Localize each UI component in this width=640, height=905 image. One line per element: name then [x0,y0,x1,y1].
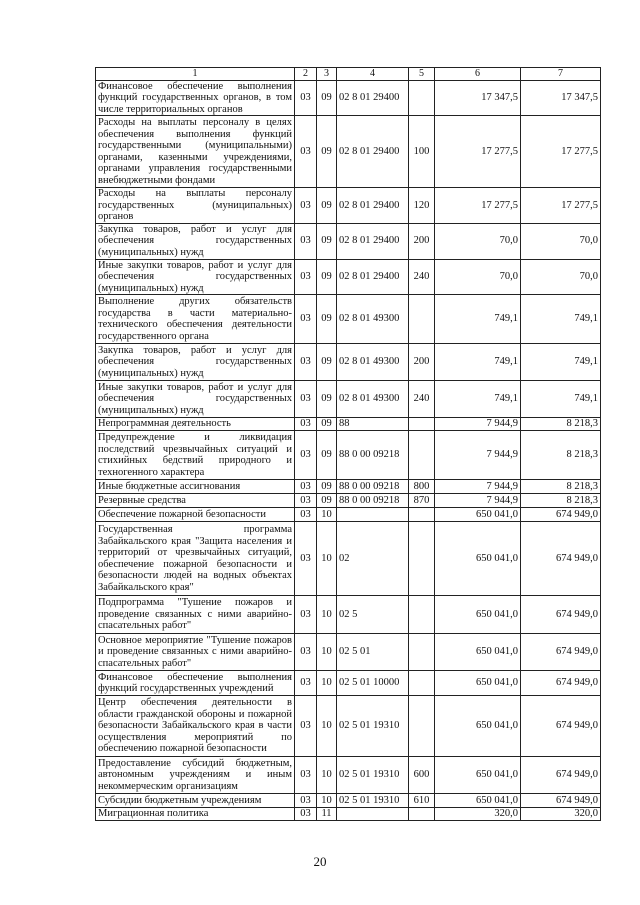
row-target-article: 02 8 01 29400 [337,259,409,295]
row-section: 03 [295,295,317,344]
table-header-row [96,68,601,81]
row-section: 03 [295,480,317,494]
row-name: Миграционная политика [96,808,295,821]
row-target-article: 88 0 00 09218 [337,480,409,494]
row-amount-1: 749,1 [435,344,521,381]
row-section: 03 [295,634,317,671]
row-amount-2: 320,0 [521,808,601,821]
row-subsection: 10 [317,522,337,596]
row-amount-1: 650 041,0 [435,596,521,634]
row-amount-2: 17 347,5 [521,80,601,116]
row-subsection: 10 [317,634,337,671]
table-row [96,757,601,794]
row-section: 03 [295,223,317,259]
header-col-3: 3 [317,68,337,81]
row-subsection: 09 [317,480,337,494]
row-amount-2: 70,0 [521,259,601,295]
row-name: Закупка товаров, работ и услуг для обеспечения государственных (муниципальных) нужд [96,223,295,259]
row-target-article: 02 8 01 29400 [337,116,409,188]
row-amount-1: 70,0 [435,259,521,295]
row-name: Расходы на выплаты персоналу в целях обеспечения выполнения функций государственными (муниципальными) органами, казенными учреждениями, органами управления государственными внебюджетными фондами [96,116,295,188]
row-amount-2: 674 949,0 [521,757,601,794]
row-target-article: 02 [337,522,409,596]
row-section: 03 [295,508,317,522]
row-amount-2: 17 277,5 [521,116,601,188]
row-amount-2: 749,1 [521,381,601,418]
row-section: 03 [295,116,317,188]
row-section: 03 [295,596,317,634]
row-section: 03 [295,418,317,431]
row-target-article: 88 0 00 09218 [337,494,409,508]
row-expense-type [409,508,435,522]
header-col-6: 6 [435,68,521,81]
row-amount-1: 7 944,9 [435,494,521,508]
row-amount-1: 650 041,0 [435,508,521,522]
row-expense-type [409,522,435,596]
row-expense-type [409,596,435,634]
row-target-article: 02 5 01 19310 [337,794,409,808]
row-section: 03 [295,671,317,696]
table-row [96,522,601,596]
row-amount-2: 674 949,0 [521,671,601,696]
row-expense-type: 240 [409,259,435,295]
row-target-article: 02 8 01 49300 [337,381,409,418]
row-name: Предоставление субсидий бюджетным, автономным учреждениям и иным некоммерческим организациям [96,757,295,794]
row-amount-2: 674 949,0 [521,696,601,757]
row-subsection: 09 [317,188,337,224]
row-amount-1: 70,0 [435,223,521,259]
row-target-article: 88 [337,418,409,431]
row-subsection: 10 [317,696,337,757]
row-section: 03 [295,757,317,794]
row-name: Основное мероприятие "Тушение пожаров и проведение связанных с ними аварийно-спасательных работ" [96,634,295,671]
row-amount-2: 8 218,3 [521,480,601,494]
row-expense-type: 200 [409,223,435,259]
row-name: Подпрограмма "Тушение пожаров и проведение связанных с ними аварийно-спасательных работ" [96,596,295,634]
row-subsection: 09 [317,223,337,259]
row-expense-type: 600 [409,757,435,794]
row-name: Государственная программа Забайкальского края "Защита населения и территорий от чрезвычайных ситуаций, обеспечение пожарной безопасности и безопасности людей на водных объектах Забайкальского края" [96,522,295,596]
row-section: 03 [295,794,317,808]
row-subsection: 10 [317,671,337,696]
row-name: Выполнение других обязательств государства в части материально-технического обеспечения деятельности государственного органа [96,295,295,344]
row-name: Иные закупки товаров, работ и услуг для обеспечения государственных (муниципальных) нужд [96,259,295,295]
row-expense-type: 120 [409,188,435,224]
row-target-article: 02 5 01 19310 [337,696,409,757]
row-name: Финансовое обеспечение выполнения функций государственных учреждений [96,671,295,696]
header-col-5: 5 [409,68,435,81]
table-row [96,508,601,522]
row-target-article: 02 8 01 49300 [337,344,409,381]
row-amount-1: 650 041,0 [435,696,521,757]
row-section: 03 [295,381,317,418]
row-target-article: 88 0 00 09218 [337,431,409,480]
table-row [96,223,601,259]
row-expense-type [409,418,435,431]
table-row [96,596,601,634]
row-name: Иные бюджетные ассигнования [96,480,295,494]
row-amount-1: 17 277,5 [435,188,521,224]
table-row [96,259,601,295]
budget-table [95,67,601,821]
header-col-1: 1 [96,68,295,81]
row-amount-2: 674 949,0 [521,522,601,596]
row-name: Предупреждение и ликвидация последствий чрезвычайных ситуаций и стихийных бедствий природного и техногенного характера [96,431,295,480]
row-expense-type: 240 [409,381,435,418]
row-target-article: 02 5 [337,596,409,634]
row-name: Субсидии бюджетным учреждениям [96,794,295,808]
row-name: Центр обеспечения деятельности в области гражданской обороны и пожарной безопасности Забайкальского края в части осуществления мероприятий по обеспечению пожарной безопасности [96,696,295,757]
row-section: 03 [295,696,317,757]
row-amount-2: 674 949,0 [521,596,601,634]
row-target-article: 02 8 01 49300 [337,295,409,344]
row-amount-2: 674 949,0 [521,634,601,671]
row-section: 03 [295,344,317,381]
row-subsection: 10 [317,508,337,522]
row-amount-2: 17 277,5 [521,188,601,224]
row-subsection: 11 [317,808,337,821]
table-row [96,431,601,480]
row-name: Обеспечение пожарной безопасности [96,508,295,522]
row-amount-2: 674 949,0 [521,508,601,522]
row-name: Расходы на выплаты персоналу государственных (муниципальных) органов [96,188,295,224]
row-amount-2: 70,0 [521,223,601,259]
row-amount-2: 749,1 [521,295,601,344]
row-amount-1: 749,1 [435,381,521,418]
table-row [96,381,601,418]
row-name: Закупка товаров, работ и услуг для обеспечения государственных (муниципальных) нужд [96,344,295,381]
table-row [96,794,601,808]
row-amount-2: 8 218,3 [521,494,601,508]
row-expense-type [409,295,435,344]
row-expense-type: 200 [409,344,435,381]
table-row [96,116,601,188]
row-subsection: 09 [317,295,337,344]
row-target-article: 02 8 01 29400 [337,80,409,116]
table-row [96,188,601,224]
row-subsection: 09 [317,259,337,295]
row-amount-1: 650 041,0 [435,757,521,794]
row-expense-type: 100 [409,116,435,188]
table-row [96,418,601,431]
row-section: 03 [295,188,317,224]
row-name: Иные закупки товаров, работ и услуг для обеспечения государственных (муниципальных) нужд [96,381,295,418]
row-expense-type [409,696,435,757]
row-subsection: 09 [317,381,337,418]
row-amount-1: 17 347,5 [435,80,521,116]
row-amount-1: 749,1 [435,295,521,344]
row-name: Финансовое обеспечение выполнения функций государственных органов, в том числе территориальных органов [96,80,295,116]
table-row [96,808,601,821]
row-section: 03 [295,808,317,821]
row-target-article: 02 5 01 10000 [337,671,409,696]
row-expense-type [409,634,435,671]
row-amount-1: 7 944,9 [435,480,521,494]
row-subsection: 10 [317,794,337,808]
row-amount-1: 650 041,0 [435,794,521,808]
row-subsection: 09 [317,344,337,381]
row-target-article: 02 5 01 19310 [337,757,409,794]
row-subsection: 09 [317,431,337,480]
row-subsection: 10 [317,596,337,634]
row-amount-1: 650 041,0 [435,522,521,596]
row-section: 03 [295,80,317,116]
row-amount-1: 7 944,9 [435,431,521,480]
table-row [96,295,601,344]
row-target-article: 02 8 01 29400 [337,188,409,224]
row-target-article: 02 5 01 [337,634,409,671]
row-amount-2: 8 218,3 [521,418,601,431]
header-col-2: 2 [295,68,317,81]
row-subsection: 09 [317,494,337,508]
row-amount-1: 7 944,9 [435,418,521,431]
row-subsection: 09 [317,116,337,188]
row-amount-2: 674 949,0 [521,794,601,808]
page-number: 20 [313,854,327,869]
row-amount-2: 749,1 [521,344,601,381]
header-col-4: 4 [337,68,409,81]
row-target-article: 02 8 01 29400 [337,223,409,259]
table-row [96,671,601,696]
row-expense-type: 870 [409,494,435,508]
row-section: 03 [295,522,317,596]
row-target-article [337,508,409,522]
row-section: 03 [295,431,317,480]
row-expense-type [409,808,435,821]
row-amount-2: 8 218,3 [521,431,601,480]
row-expense-type [409,431,435,480]
row-subsection: 10 [317,757,337,794]
row-expense-type: 610 [409,794,435,808]
table-row [96,480,601,494]
row-amount-1: 650 041,0 [435,671,521,696]
row-subsection: 09 [317,418,337,431]
row-amount-1: 320,0 [435,808,521,821]
row-expense-type: 800 [409,480,435,494]
table-row [96,634,601,671]
row-name: Непрограммная деятельность [96,418,295,431]
header-col-7: 7 [521,68,601,81]
row-target-article [337,808,409,821]
table-row [96,344,601,381]
row-amount-1: 650 041,0 [435,634,521,671]
row-section: 03 [295,494,317,508]
row-name: Резервные средства [96,494,295,508]
row-section: 03 [295,259,317,295]
row-expense-type [409,671,435,696]
table-row [96,80,601,116]
table-row [96,696,601,757]
row-expense-type [409,80,435,116]
row-subsection: 09 [317,80,337,116]
row-amount-1: 17 277,5 [435,116,521,188]
table-row [96,494,601,508]
